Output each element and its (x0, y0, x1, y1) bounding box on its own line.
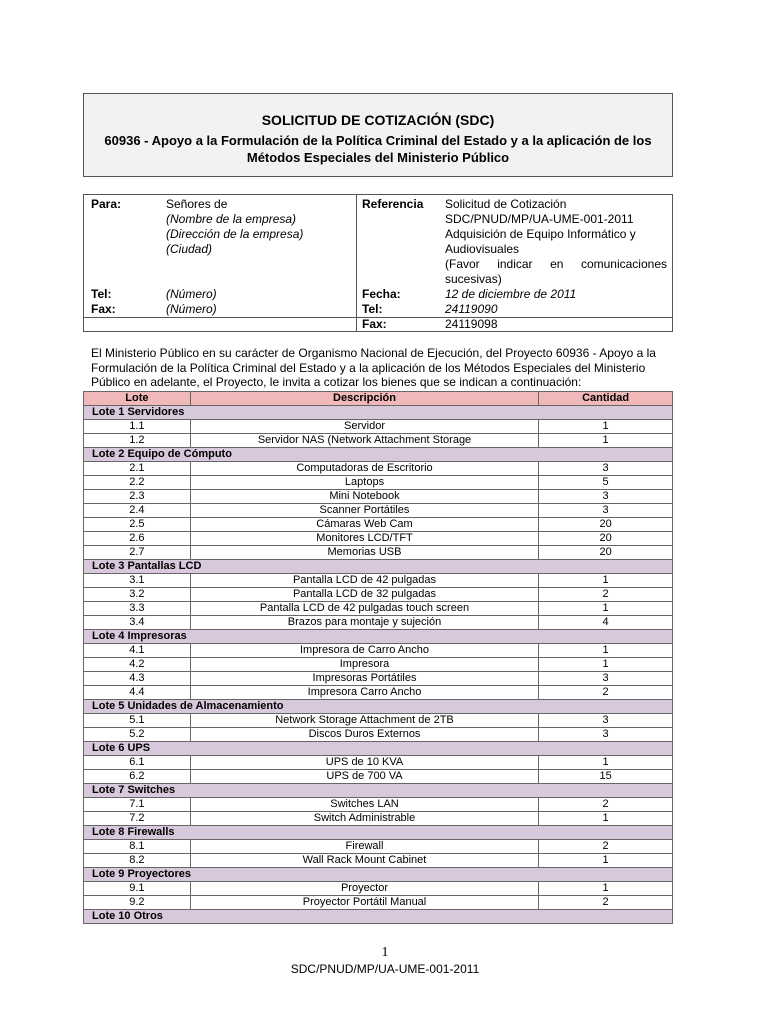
col-header-cantidad: Cantidad (539, 392, 673, 406)
para-value: Señores de (166, 197, 228, 211)
description-cell: Mini Notebook (190, 490, 538, 504)
description-cell: Scanner Portátiles (190, 504, 538, 518)
quantity-cell: 3 (539, 714, 673, 728)
table-row (84, 462, 673, 476)
description-cell: Servidor NAS (Network Attachment Storage (190, 434, 538, 448)
table-body (84, 406, 673, 924)
company-address: (Dirección de la empresa) (166, 227, 304, 241)
footer-reference: SDC/PNUD/MP/UA-UME-001-2011 (290, 962, 480, 976)
lote-number-cell: 3.4 (84, 616, 191, 630)
lote-group-row (84, 448, 673, 462)
tel-value: (Número) (166, 287, 217, 301)
description-cell: Network Storage Attachment de 2TB (190, 714, 538, 728)
lote-number-cell: 5.1 (84, 714, 191, 728)
header-divider (356, 195, 357, 331)
lote-group-name: Lote 9 Proyectores (84, 868, 673, 882)
lote-group-row (84, 560, 673, 574)
header-row-divider (357, 317, 672, 318)
description-cell: Switch Administrable (190, 812, 538, 826)
quantity-cell: 15 (539, 770, 673, 784)
quantity-cell: 1 (539, 420, 673, 434)
lote-group-name: Lote 5 Unidades de Almacenamiento (84, 700, 673, 714)
lote-group-row (84, 742, 673, 756)
description-cell: UPS de 10 KVA (190, 756, 538, 770)
quantity-cell: 3 (539, 672, 673, 686)
lote-number-cell: 8.1 (84, 840, 191, 854)
lote-number-cell: 4.2 (84, 658, 191, 672)
description-cell: Pantalla LCD de 42 pulgadas touch screen (190, 602, 538, 616)
quantity-cell: 3 (539, 728, 673, 742)
tel2-value: 24119090 (445, 302, 498, 316)
table-row (84, 770, 673, 784)
table-row (84, 840, 673, 854)
lote-number-cell: 7.1 (84, 798, 191, 812)
lote-number-cell: 2.1 (84, 462, 191, 476)
table-row (84, 686, 673, 700)
lote-number-cell: 4.4 (84, 686, 191, 700)
table-header-row (84, 392, 673, 406)
quantity-cell: 2 (539, 840, 673, 854)
quantity-cell: 2 (539, 896, 673, 910)
lote-number-cell: 2.7 (84, 546, 191, 560)
table-row (84, 518, 673, 532)
quantity-cell: 20 (539, 546, 673, 560)
lote-number-cell: 9.1 (84, 882, 191, 896)
quantity-cell: 2 (539, 686, 673, 700)
quantity-cell: 5 (539, 476, 673, 490)
table-row (84, 574, 673, 588)
lote-number-cell: 1.2 (84, 434, 191, 448)
lote-number-cell: 5.2 (84, 728, 191, 742)
reference-note: sucesivas) (445, 272, 502, 286)
lote-group-name: Lote 1 Servidores (84, 406, 673, 420)
lote-number-cell: 3.2 (84, 588, 191, 602)
table-row (84, 490, 673, 504)
description-cell: Computadoras de Escritorio (190, 462, 538, 476)
lote-number-cell: 3.3 (84, 602, 191, 616)
lote-number-cell: 7.2 (84, 812, 191, 826)
quantity-cell: 20 (539, 518, 673, 532)
lote-group-row (84, 406, 673, 420)
lote-number-cell: 2.2 (84, 476, 191, 490)
lote-group-row (84, 700, 673, 714)
lote-group-name: Lote 4 Impresoras (84, 630, 673, 644)
description-cell: Impresora Carro Ancho (190, 686, 538, 700)
quantity-cell: 3 (539, 504, 673, 518)
lote-number-cell: 2.5 (84, 518, 191, 532)
lote-group-row (84, 630, 673, 644)
quantity-cell: 1 (539, 882, 673, 896)
fecha-value: 12 de diciembre de 2011 (445, 287, 577, 301)
tel2-label: Tel: (362, 302, 383, 316)
lote-group-row (84, 868, 673, 882)
quantity-cell: 2 (539, 798, 673, 812)
lote-group-row (84, 826, 673, 840)
quantity-cell: 1 (539, 658, 673, 672)
lote-number-cell: 2.6 (84, 532, 191, 546)
fax-value: (Número) (166, 302, 217, 316)
description-cell: Monitores LCD/TFT (190, 532, 538, 546)
lote-number-cell: 3.1 (84, 574, 191, 588)
reference-line: Audiovisuales (445, 242, 520, 256)
description-cell: Pantalla LCD de 32 pulgadas (190, 588, 538, 602)
table-row (84, 644, 673, 658)
table-row (84, 420, 673, 434)
table-row (84, 588, 673, 602)
header-row-divider (84, 317, 356, 318)
fax2-label: Fax: (362, 317, 387, 331)
table-row (84, 756, 673, 770)
quantity-cell: 1 (539, 812, 673, 826)
quantity-cell: 1 (539, 434, 673, 448)
lote-number-cell: 9.2 (84, 896, 191, 910)
table-row (84, 532, 673, 546)
description-cell: Wall Rack Mount Cabinet (190, 854, 538, 868)
fax-label: Fax: (91, 302, 116, 316)
table-row (84, 504, 673, 518)
lote-number-cell: 4.3 (84, 672, 191, 686)
reference-note: (Favor indicar en comunicaciones (445, 257, 667, 271)
lote-group-row (84, 784, 673, 798)
table-row (84, 434, 673, 448)
quantity-cell: 1 (539, 574, 673, 588)
table-row (84, 616, 673, 630)
quantity-cell: 1 (539, 854, 673, 868)
description-cell: Pantalla LCD de 42 pulgadas (190, 574, 538, 588)
lote-group-name: Lote 2 Equipo de Cómputo (84, 448, 673, 462)
quantity-cell: 3 (539, 462, 673, 476)
table-row (84, 602, 673, 616)
intro-paragraph: El Ministerio Público en su carácter de Organismo Nacional de Ejecución, del Proyecto 60936 - Apoyo a la Formulación de la Política Criminal del Estado y a la aplicación de los Métodos Especiales del Ministerio Público en adelante, el Proyecto, le invita a cotizar los bienes que se indican a continuación: (91, 346, 656, 389)
page-number: 1 (381, 945, 389, 960)
quantity-cell: 20 (539, 532, 673, 546)
description-cell: Servidor (190, 420, 538, 434)
description-cell: Laptops (190, 476, 538, 490)
lote-number-cell: 1.1 (84, 420, 191, 434)
quantity-cell: 2 (539, 588, 673, 602)
table-row (84, 812, 673, 826)
col-header-descripcion: Descripción (190, 392, 538, 406)
table-row (84, 854, 673, 868)
quantity-cell: 3 (539, 490, 673, 504)
tel-label: Tel: (91, 287, 112, 301)
description-cell: Impresoras Portátiles (190, 672, 538, 686)
quantity-cell: 1 (539, 756, 673, 770)
table-row (84, 896, 673, 910)
table-row (84, 882, 673, 896)
description-cell: Discos Duros Externos (190, 728, 538, 742)
description-cell: Switches LAN (190, 798, 538, 812)
description-cell: Memorias USB (190, 546, 538, 560)
quantity-cell: 1 (539, 644, 673, 658)
document-title: SOLICITUD DE COTIZACIÓN (SDC) (261, 112, 495, 128)
reference-line: Adquisición de Equipo Informático y (445, 227, 636, 241)
lote-number-cell: 2.4 (84, 504, 191, 518)
lote-number-cell: 6.1 (84, 756, 191, 770)
company-name: (Nombre de la empresa) (166, 212, 297, 226)
project-title: 60936 - Apoyo a la Formulación de la Política Criminal del Estado y a la aplicación de los Métodos Especiales del Ministerio Público (104, 133, 652, 165)
quantity-cell: 4 (539, 616, 673, 630)
reference-label: Referencia (362, 197, 424, 211)
fecha-label: Fecha: (362, 287, 401, 301)
reference-code: SDC/PNUD/MP/UA-UME-001-2011 (445, 212, 634, 226)
title-block (83, 93, 673, 177)
para-label: Para: (91, 197, 122, 211)
lote-number-cell: 6.2 (84, 770, 191, 784)
table-row (84, 658, 673, 672)
table-row (84, 546, 673, 560)
table-row (84, 798, 673, 812)
lote-number-cell: 8.2 (84, 854, 191, 868)
table-row (84, 476, 673, 490)
description-cell: Impresora de Carro Ancho (190, 644, 538, 658)
description-cell: Proyector Portátil Manual (190, 896, 538, 910)
table-row (84, 672, 673, 686)
fax2-value: 24119098 (445, 317, 498, 331)
description-cell: Brazos para montaje y sujeción (190, 616, 538, 630)
lote-group-row (84, 910, 673, 924)
description-cell: Cámaras Web Cam (190, 518, 538, 532)
company-city: (Ciudad) (166, 242, 213, 256)
col-header-lote: Lote (84, 392, 191, 406)
lote-group-name: Lote 6 UPS (84, 742, 673, 756)
description-cell: UPS de 700 VA (190, 770, 538, 784)
description-cell: Firewall (190, 840, 538, 854)
lote-number-cell: 4.1 (84, 644, 191, 658)
table-row (84, 714, 673, 728)
header-table (83, 194, 673, 332)
table-row (84, 728, 673, 742)
lote-group-name: Lote 8 Firewalls (84, 826, 673, 840)
quantity-cell: 1 (539, 602, 673, 616)
items-table (83, 391, 673, 924)
lote-group-name: Lote 7 Switches (84, 784, 673, 798)
description-cell: Impresora (190, 658, 538, 672)
lote-group-name: Lote 10 Otros (84, 910, 673, 924)
description-cell: Proyector (190, 882, 538, 896)
lote-number-cell: 2.3 (84, 490, 191, 504)
lote-group-name: Lote 3 Pantallas LCD (84, 560, 673, 574)
reference-line: Solicitud de Cotización (445, 197, 567, 211)
